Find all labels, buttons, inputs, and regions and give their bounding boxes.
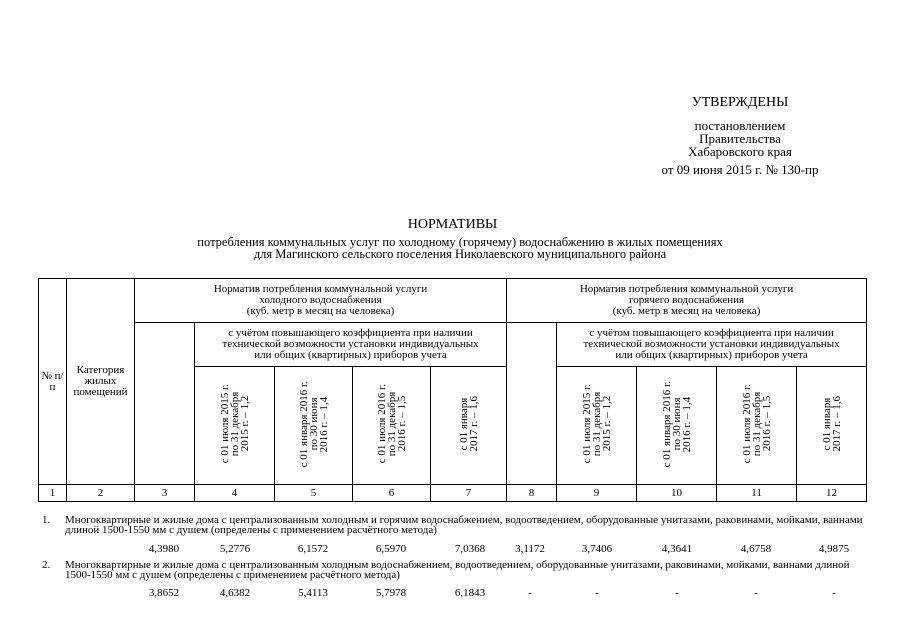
- value-cell: -: [675, 587, 679, 599]
- value-cell: 3,1172: [515, 543, 545, 555]
- cold-period-3: с 01 июля 2016 г. по 31 декабря 2016 г. – 1,5: [353, 367, 431, 485]
- row-2-text: Многоквартирные и жилые дома с централизованным холодным водоснабжением, водоотведением, оборудованные унитазами, раковинами, мойками, ваннами длиной 1500-1550 мм с душем (определены с применением расчётного метода): [65, 559, 850, 581]
- document-title: НОРМАТИВЫ: [407, 217, 498, 232]
- cold-period-2: с 01 января 2016 г. по 30 июня 2016 г. – 1,4: [275, 367, 353, 485]
- approval-line-4: от 09 июня 2015 г. № 130-пр: [661, 162, 819, 177]
- value-cell: 6,1843: [454, 587, 486, 599]
- cold-period-1: с 01 июля 2015 г. по 31 декабря 2015 г. – 1,2: [195, 367, 275, 485]
- subtitle-line-2: для Магинского сельского поселения Николаевского муниципального района: [253, 247, 667, 261]
- value-cell: 4,9875: [818, 543, 850, 555]
- value-cell: 5,7978: [375, 587, 407, 599]
- value-cell: 5,4113: [298, 587, 328, 599]
- col-number: 5: [275, 485, 353, 502]
- value-cell: 7,0368: [454, 543, 486, 555]
- col-number: 7: [431, 485, 507, 502]
- cold-base-cell: [135, 323, 195, 485]
- row-1-number: 1.: [42, 514, 51, 526]
- hot-coef-line-1: с учётом повышающего коэффициента при наличии: [589, 327, 834, 339]
- header-num: [39, 279, 67, 485]
- header-cold: [135, 279, 507, 323]
- value-cell: -: [595, 587, 599, 599]
- cold-coef-line-2: технической возможности установки индивидуальных: [222, 338, 479, 350]
- value-cell: -: [832, 587, 836, 599]
- hot-coef-header: [557, 323, 867, 367]
- row-1-description: [42, 515, 862, 539]
- column-number-row: [39, 485, 867, 502]
- row-1-text: Многоквартирные и жилые дома с централизованным холодным и горячим водоснабжением, водоотведением, оборудованные унитазами, раковинами, мойками, ваннами длиной 1500-1550 мм с душем (определены с применением расчётного метода): [65, 514, 863, 536]
- cold-coef-header: [195, 323, 507, 367]
- col-number: 6: [353, 485, 431, 502]
- col-number: 10: [637, 485, 717, 502]
- value-cell: 5,2776: [219, 543, 251, 555]
- header-hot: [507, 279, 867, 323]
- hot-period-4: с 01 января 2017 г. – 1,6: [797, 367, 867, 485]
- hot-header-line-2: горячего водоснабжения: [629, 294, 745, 306]
- approval-line-2: Правительства: [699, 131, 781, 146]
- row-2-description: [42, 560, 862, 584]
- value-cell: -: [528, 587, 532, 599]
- hot-coef-line-3: или общих (квартирных) приборов учета: [615, 349, 808, 361]
- value-cell: 6,5970: [375, 543, 407, 555]
- col-number: 11: [717, 485, 797, 502]
- col-number: 12: [797, 485, 867, 502]
- col-number: 9: [557, 485, 637, 502]
- approval-line-3: Хабаровского края: [688, 144, 792, 159]
- cold-coef-line-3: или общих (квартирных) приборов учета: [254, 349, 447, 361]
- cold-period-4: с 01 января 2017 г. – 1,6: [431, 367, 507, 485]
- approval-line-1: постановлением: [694, 118, 786, 133]
- row-1-values: [0, 543, 905, 557]
- hot-base-cell: [507, 323, 557, 485]
- approval-heading: УТВЕРЖДЕНЫ: [691, 95, 789, 110]
- row-2-values: [0, 587, 905, 601]
- header-category-label: Категория жилых помещений: [73, 364, 128, 398]
- value-cell: 4,6758: [740, 543, 772, 555]
- hot-period-3: с 01 июля 2016 г. по 31 декабря 2016 г. – 1,5: [717, 367, 797, 485]
- cold-header-line-2: холодного водоснабжения: [259, 294, 382, 306]
- col-number: 1: [39, 485, 67, 502]
- hot-header-line-3: (куб. метр в месяц на человека): [612, 305, 761, 317]
- col-number: 4: [195, 485, 275, 502]
- norms-table: [38, 278, 867, 502]
- col-number: 2: [67, 485, 135, 502]
- col-number: 3: [135, 485, 195, 502]
- value-cell: 3,7406: [581, 543, 613, 555]
- value-cell: 4,3641: [661, 543, 693, 555]
- hot-period-1: с 01 июля 2015 г. по 31 декабря 2015 г. – 1,2: [557, 367, 637, 485]
- col-number: 8: [507, 485, 557, 502]
- document-subtitle: [60, 236, 860, 260]
- hot-coef-line-2: технической возможности установки индивидуальных: [583, 338, 840, 350]
- hot-period-2: с 01 января 2016 г. по 30 июня 2016 г. – 1,4: [637, 367, 717, 485]
- row-2-number: 2.: [42, 559, 51, 571]
- cold-header-line-3: (куб. метр в месяц на человека): [246, 305, 395, 317]
- subtitle-line-1: потребления коммунальных услуг по холодному (горячему) водоснабжению в жилых помещениях: [197, 235, 723, 249]
- approval-block: [620, 96, 860, 176]
- hot-header-line-1: Норматив потребления коммунальной услуги: [579, 283, 794, 295]
- value-cell: 6,1572: [297, 543, 329, 555]
- cold-header-line-1: Норматив потребления коммунальной услуги: [213, 283, 428, 295]
- header-num-label: № п/п: [41, 369, 64, 393]
- value-cell: 4,6382: [219, 587, 251, 599]
- value-cell: -: [754, 587, 758, 599]
- header-category: [67, 279, 135, 485]
- value-cell: 3,8652: [148, 587, 180, 599]
- cold-coef-line-1: с учётом повышающего коэффициента при наличии: [228, 327, 473, 339]
- value-cell: 4,3980: [148, 543, 180, 555]
